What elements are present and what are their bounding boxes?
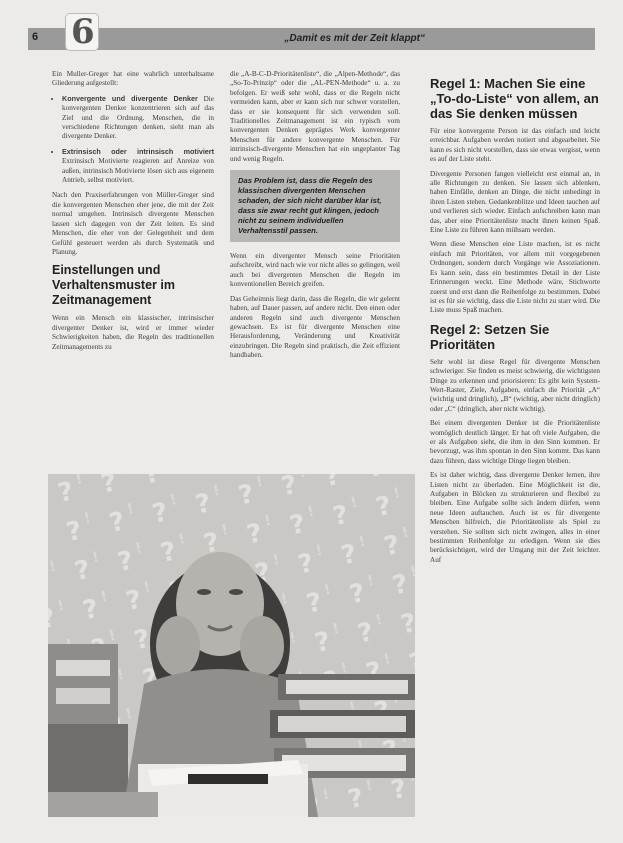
rule-2-heading: Regel 2: Setzen Sie Prioritäten — [430, 321, 550, 352]
chapter-logo — [66, 14, 98, 50]
body-paragraph: Es ist daher wichtig, dass divergente Denker lernen, ihre Listen nicht zu überladen. Eine Möglichkeit ist die, Aufgaben in Blöcken zu strukturieren und flexibel zu bleiben. Eine Aufgabe sollte sich ändern dürfen, wenn neue Ideen auftauchen. Auch ist es für divergente Menschen hilfreich, die Prioritätenliste als Spiel zu verstehen. Sie sollten sich nicht zwingen, alles in einer bestimmten Reihenfolge zu erledigen. Wenn sie dies berücksichtigen, wird der Umgang mit der Zeit leichter. Auf — [430, 471, 600, 564]
column-left — [52, 70, 214, 357]
chapter-logo-glyph: 6 — [71, 12, 95, 52]
intro-paragraph: Ein Muller-Greger hat eine wahrlich unterhaltsame Gliederung aufgestellt: — [52, 70, 214, 88]
header-bar — [28, 12, 595, 52]
photo-woman-with-binders — [48, 474, 415, 817]
column-middle — [230, 70, 400, 366]
column-right — [430, 70, 600, 570]
page-number: 6 — [32, 31, 39, 43]
bullet-item — [62, 147, 214, 186]
rule-1-heading: Regel 1: Machen Sie eine „To-do-Liste“ von allem, an das Sie denken müssen — [430, 76, 599, 121]
bullet-item — [62, 94, 214, 142]
body-paragraph: die „A-B-C-D-Prioritätenliste“, die „Alpen-Methode“, das „So-To-Prinzip“ oder die „AL-PEN-Methode“ u. a. zu befolgen. Er weiß sehr wohl, dass er die Regeln nicht vermeiden kann, aber er kann sich nur schwer vorstellen, dass er sie konsequent für sich verwenden soll. Traditionelles Zeitmanagement ist ein typisch vom konvergenten Denken geprägtes Werk konvergenter Menschen für andere konvergente Menschen. Für intrinsisch-divergente Menschen hat ein ungeplanter Tag und wenig Regeln. — [230, 70, 400, 163]
bullet-title: Konvergente und divergente Denker — [62, 93, 198, 103]
running-title: „Damit es mit der Zeit klappt“ — [284, 33, 425, 44]
body-paragraph: Wenn ein Mensch ein klassischer, intrinsischer divergenter Denker ist, wird er immer wieder Schwierigkeiten haben, die Regeln des traditionellen Zeitmanagements zu — [52, 314, 214, 351]
section-heading: Einstellungen und Verhaltensmuster im Zeitmanagement — [52, 263, 175, 308]
body-paragraph: Wenn diese Menschen eine Liste machen, ist es nicht einfach mit Prioritäten, vor allem mit vorgegebenen Ordnungen, sondern durch Vorgänge wie Assoziationen. Es kann sein, dass ein bestimmtes Detail in der Liste Erinnerungen weckt. Eine Methode wäre, Stichworte zuerst und erst dann die Reihenfolge zu bestimmen. Dabei ist es für sie wichtig, dass die Liste nicht zu starr wird. Die Liste muss Spaß machen. — [430, 240, 600, 315]
bullet-title: Extrinsisch oder intrinsisch motiviert — [62, 146, 214, 156]
body-paragraph: Divergente Personen fangen vielleicht erst einmal an, in alle Richtungen zu denken. Sie lassen sich ablenken, haben Einfälle, denken an Dinge, die nicht unbedingt in ihren Listen stehen. Gedankenblitze und Ideen tauchen auf und verlieren sich wieder. Einfach aufschreiben kann man das, aber eine Prioritätenliste macht ihnen keinen Spaß. Eine Liste zu führen kann mühsam werden. — [430, 169, 600, 235]
photo-illustration — [48, 474, 415, 817]
body-paragraph: Für eine konvergente Person ist das einfach und leicht erreichbar. Aufgaben werden notiert und abgearbeitet. Sie kann es sich nicht vorstellen, dass sie etwas vergisst, wenn es auf der Liste steht. — [430, 127, 600, 164]
body-paragraph: Sehr wohl ist diese Regel für divergente Menschen schwieriger. Sie finden es meist schwierig, die wichtigsten Dinge zu erkennen und priorisieren: Es gibt kein System-Wert-Raster, Ziele, Aufgaben, einfach die Priorität „A“ (wichtig und dringlich), „B“ (wichtig, aber nicht dringlich) oder „C“ (dringlich, aber nicht wichtig). — [430, 357, 600, 413]
body-paragraph: Nach den Praxiserfahrungen von Müller-Greger sind die konvergenten Menschen eher jene, die mit der Zeit normal umgehen. Intrinsisch divergente Menschen lassen sich dagegen von der Zeit leiten. Es sind Menschen, die eher von der Gelegenheit und dem Gefühl gesteuert werden als durch Systematik und Planung. — [52, 191, 214, 256]
callout-box: Das Problem ist, dass die Regeln des klassischen divergenten Menschen schaden, der sich nicht darüber klar ist, dass sie zwar recht gut klingen, jedoch nicht zu seinem individuellen Verhaltensstil passen. — [230, 170, 400, 242]
bullet-list — [52, 94, 214, 186]
body-paragraph: Das Geheimnis liegt darin, dass die Regeln, die wir gelernt haben, auf Dauer passen, auf andere nicht. Den einen oder anderen Regeln sind auch divergente Menschen gewachsen. Es ist für divergente Menschen eine Herausforderung, Veränderung und Kreativität einzubringen. Die Regeln sind praktisch, die Zeit effizient handhaben. — [230, 294, 400, 360]
body-paragraph: Bei einem divergenten Denker ist die Prioritätenliste womöglich deutlich länger. Er hat oft viele Aufgaben, die er als Aufgaben sieht, die ihm in den Sinn kommen. Er bevorzugt, was ihm spontan in den Sinn kommt. Das kann dazu führen, dass wichtige Dinge liegen bleiben. — [430, 419, 600, 465]
bullet-text: Extrinsisch Motivierte reagieren auf Anreize von außen, intrinsisch Motivierte lösen sich aus eigenem Antrieb, selbst motiviert. — [62, 157, 214, 185]
body-paragraph: Wenn ein divergenter Mensch seine Prioritäten aufschreibt, wird nach wie vor nicht alles so gelingen, weil auch bei divergenten Menschen die Regeln im konventionellen Bereich greifen. — [230, 252, 400, 289]
bullet-text: Die konvergenten Denker konzentrieren sich auf das Ziel und die Ordnung. Menschen, die in verschiedene Richtungen denken, sieht man als divergente Denker. — [62, 94, 214, 141]
